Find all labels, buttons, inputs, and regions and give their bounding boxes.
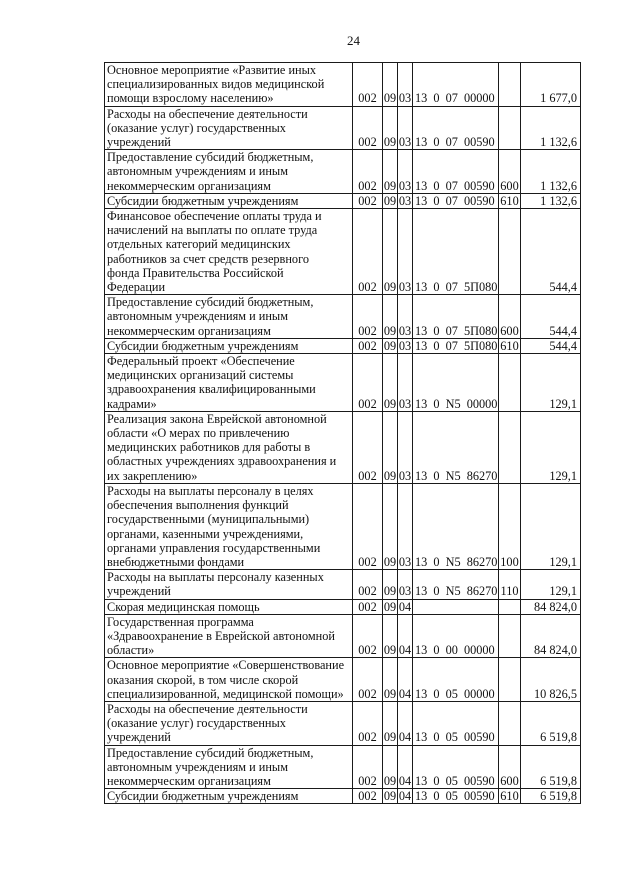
table-row xyxy=(105,338,581,353)
code-gp: 002 xyxy=(353,411,383,483)
code-rz: 09 xyxy=(383,338,397,353)
amount: 129,1 xyxy=(521,483,581,569)
amount: 129,1 xyxy=(521,354,581,412)
code-vr xyxy=(499,354,521,412)
table-row xyxy=(105,789,581,804)
page-number: 24 xyxy=(347,33,360,48)
code-vr xyxy=(499,599,521,614)
code-gp: 002 xyxy=(353,150,383,194)
table-row xyxy=(105,150,581,194)
row-name: Субсидии бюджетным учреждениям xyxy=(105,789,353,804)
table-row xyxy=(105,63,581,107)
amount: 10 826,5 xyxy=(521,658,581,702)
row-name: Государственная программа «Здравоохранение в Еврейской автономной области» xyxy=(105,614,353,658)
row-name: Скорая медицинская помощь xyxy=(105,599,353,614)
table-row xyxy=(105,614,581,658)
table-row xyxy=(105,295,581,339)
code-gp: 002 xyxy=(353,701,383,745)
code-cs: 13 0 07 5П080 xyxy=(413,338,499,353)
table-row xyxy=(105,411,581,483)
amount: 84 824,0 xyxy=(521,599,581,614)
row-name: Расходы на выплаты персоналу казенных учреждений xyxy=(105,570,353,599)
code-prz: 03 xyxy=(398,106,413,150)
code-rz: 09 xyxy=(383,411,398,483)
code-prz: 04 xyxy=(398,789,412,804)
amount: 544,4 xyxy=(521,295,581,339)
code-rz: 09 xyxy=(383,150,398,194)
code-cs: 13 0 05 00590 xyxy=(413,701,499,745)
code-gp: 002 xyxy=(353,570,383,599)
table-row xyxy=(105,193,581,208)
code-prz: 03 xyxy=(398,570,413,599)
code-prz: 04 xyxy=(398,614,413,658)
code-gp: 002 xyxy=(353,658,383,702)
amount: 129,1 xyxy=(521,570,581,599)
row-name: Расходы на обеспечение деятельности (оказание услуг) государственных учреждений xyxy=(105,701,353,745)
code-cs: 13 0 05 00590 xyxy=(413,789,499,804)
row-name: Основное мероприятие «Развитие иных специализированных видов медицинской помощи взрослому населению» xyxy=(105,63,353,107)
code-gp: 002 xyxy=(353,614,383,658)
code-prz: 03 xyxy=(398,295,413,339)
code-cs: 13 0 05 00590 xyxy=(413,745,499,789)
code-gp: 002 xyxy=(353,354,383,412)
table-row xyxy=(105,701,581,745)
code-cs: 13 0 07 00590 xyxy=(413,193,499,208)
amount: 1 132,6 xyxy=(521,150,581,194)
code-prz: 03 xyxy=(398,193,412,208)
row-name: Расходы на обеспечение деятельности (оказание услуг) государственных учреждений xyxy=(105,106,353,150)
table-row xyxy=(105,745,581,789)
code-prz: 03 xyxy=(398,354,413,412)
code-rz: 09 xyxy=(383,570,398,599)
code-gp: 002 xyxy=(353,338,383,353)
row-name: Предоставление субсидий бюджетным, автономным учреждениям и иным некоммерческим организациям xyxy=(105,745,353,789)
code-cs: 13 0 N5 86270 xyxy=(413,483,499,569)
code-vr xyxy=(499,63,521,107)
code-gp: 002 xyxy=(353,295,383,339)
code-vr: 610 xyxy=(500,789,519,804)
code-cs: 13 0 07 5П080 xyxy=(413,295,499,339)
row-name: Расходы на выплаты персоналу в целях обеспечения выполнения функций государственными (муниципальными) органами, казенными учреждениями, органами управления государственными внебюджетными фондами xyxy=(105,483,353,569)
code-rz: 09 xyxy=(383,614,398,658)
table-body xyxy=(105,63,581,804)
code-rz: 09 xyxy=(383,63,398,107)
code-vr xyxy=(499,411,521,483)
code-vr: 610 xyxy=(500,193,519,208)
amount: 6 519,8 xyxy=(521,745,581,789)
code-gp: 002 xyxy=(353,745,383,789)
row-name: Федеральный проект «Обеспечение медицинских организаций системы здравоохранения квалифицированными кадрами» xyxy=(105,354,353,412)
code-rz: 09 xyxy=(383,106,398,150)
code-cs: 13 0 07 5П080 xyxy=(413,209,499,295)
amount: 84 824,0 xyxy=(521,614,581,658)
code-vr: 600 xyxy=(499,745,521,789)
code-vr: 610 xyxy=(500,338,519,353)
code-rz: 09 xyxy=(383,789,397,804)
code-gp: 002 xyxy=(353,63,383,107)
row-name: Предоставление субсидий бюджетным, автономным учреждениям и иным некоммерческим организациям xyxy=(105,150,353,194)
code-prz: 03 xyxy=(398,338,412,353)
code-prz: 04 xyxy=(398,701,413,745)
code-rz: 09 xyxy=(383,658,398,702)
code-cs: 13 0 07 00590 xyxy=(413,106,499,150)
code-rz: 09 xyxy=(383,599,397,614)
code-cs: 13 0 N5 86270 xyxy=(413,570,499,599)
code-vr: 100 xyxy=(499,483,521,569)
table-row xyxy=(105,106,581,150)
table-row xyxy=(105,599,581,614)
amount: 1 132,6 xyxy=(521,106,581,150)
code-rz: 09 xyxy=(383,354,398,412)
code-cs: 13 0 N5 00000 xyxy=(413,354,499,412)
code-vr xyxy=(499,106,521,150)
table-row xyxy=(105,209,581,295)
row-name: Предоставление субсидий бюджетным, автономным учреждениям и иным некоммерческим организациям xyxy=(105,295,353,339)
table-row xyxy=(105,570,581,599)
code-cs xyxy=(413,599,499,614)
code-rz: 09 xyxy=(383,483,398,569)
code-prz: 04 xyxy=(398,658,413,702)
table-row xyxy=(105,354,581,412)
code-prz: 03 xyxy=(398,483,413,569)
table-row xyxy=(105,483,581,569)
code-prz: 03 xyxy=(398,150,413,194)
code-gp: 002 xyxy=(353,193,383,208)
budget-table xyxy=(104,62,581,804)
code-vr xyxy=(499,701,521,745)
code-prz: 04 xyxy=(398,599,412,614)
code-gp: 002 xyxy=(353,599,383,614)
code-gp: 002 xyxy=(353,106,383,150)
code-cs: 13 0 N5 86270 xyxy=(413,411,499,483)
code-rz: 09 xyxy=(383,193,397,208)
amount: 544,4 xyxy=(521,338,581,353)
row-name: Субсидии бюджетным учреждениям xyxy=(105,193,353,208)
amount: 6 519,8 xyxy=(521,789,581,804)
code-prz: 03 xyxy=(398,411,413,483)
row-name: Реализация закона Еврейской автономной области «О мерах по привлечению медицинских работников для работы в областных учреждениях здравоохранения и их закреплению» xyxy=(105,411,353,483)
code-gp: 002 xyxy=(353,789,383,804)
code-vr xyxy=(499,209,521,295)
code-rz: 09 xyxy=(383,295,398,339)
row-name: Основное мероприятие «Совершенствование оказания скорой, в том числе скорой специализированной, медицинской помощи» xyxy=(105,658,353,702)
code-vr: 600 xyxy=(499,150,521,194)
code-gp: 002 xyxy=(353,483,383,569)
table-row xyxy=(105,658,581,702)
amount: 1 677,0 xyxy=(521,63,581,107)
code-prz: 03 xyxy=(398,209,413,295)
amount: 1 132,6 xyxy=(521,193,581,208)
code-vr xyxy=(499,658,521,702)
amount: 544,4 xyxy=(521,209,581,295)
code-cs: 13 0 05 00000 xyxy=(413,658,499,702)
amount: 129,1 xyxy=(521,411,581,483)
code-prz: 03 xyxy=(398,63,413,107)
code-cs: 13 0 07 00000 xyxy=(413,63,499,107)
code-vr xyxy=(499,614,521,658)
code-rz: 09 xyxy=(383,701,398,745)
row-name: Субсидии бюджетным учреждениям xyxy=(105,338,353,353)
code-rz: 09 xyxy=(383,209,398,295)
code-rz: 09 xyxy=(383,745,398,789)
code-vr: 600 xyxy=(499,295,521,339)
code-prz: 04 xyxy=(398,745,413,789)
code-gp: 002 xyxy=(353,209,383,295)
code-cs: 13 0 07 00590 xyxy=(413,150,499,194)
amount: 6 519,8 xyxy=(521,701,581,745)
code-cs: 13 0 00 00000 xyxy=(413,614,499,658)
code-vr: 110 xyxy=(499,570,521,599)
row-name: Финансовое обеспечение оплаты труда и начислений на выплаты по оплате труда отдельных категорий медицинских работников за счет средств резервного фонда Правительства Российской Федерации xyxy=(105,209,353,295)
